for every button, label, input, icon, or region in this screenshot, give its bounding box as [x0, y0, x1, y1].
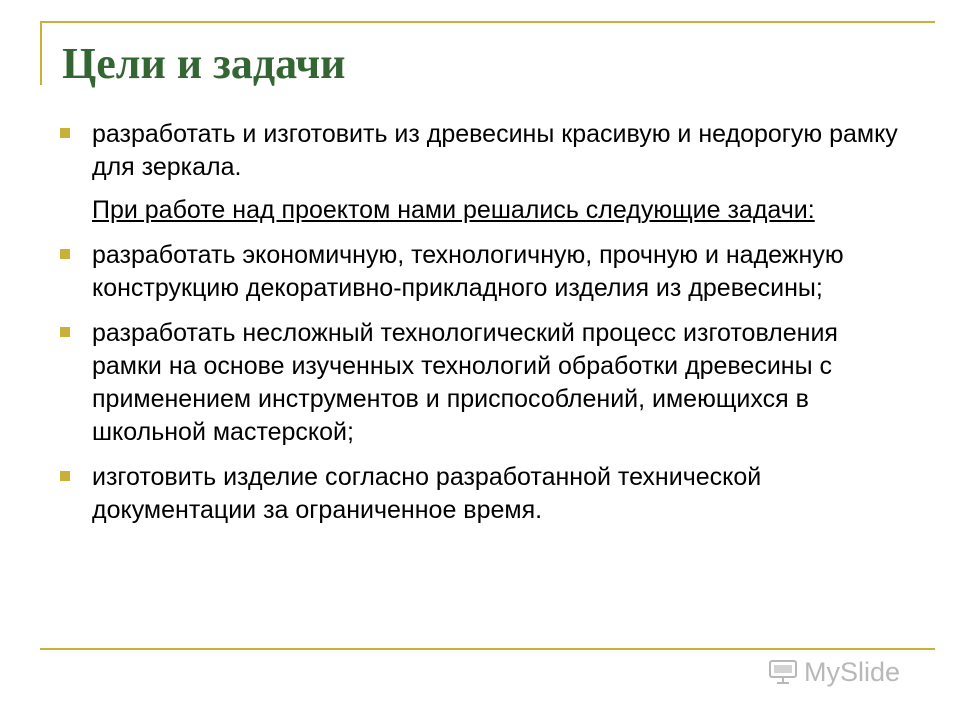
watermark-text: MySlide — [804, 657, 901, 687]
task-item — [60, 239, 910, 305]
task-text: изготовить изделие согласно разработанной технической документации за ограниченное время. — [92, 463, 762, 524]
goal-text: разработать и изготовить из древесины красивую и недорогую рамку для зеркала. — [92, 120, 898, 181]
square-bullet-icon — [60, 327, 70, 337]
task-text: разработать экономичную, технологичную, прочную и надежную конструкцию декоративно-прикладного изделия из древесины; — [92, 241, 844, 302]
goal-item — [60, 118, 910, 184]
tasks-intro-text: При работе над проектом нами решались следующие задачи: — [92, 196, 815, 224]
bottom-divider — [40, 648, 935, 650]
square-bullet-icon — [60, 471, 70, 481]
task-item — [60, 461, 910, 527]
task-text: разработать несложный технологический процесс изготовления рамки на основе изученных технологий обработки древесины с применением инструментов и приспособлений, имеющихся в школьной мастерской; — [92, 319, 838, 446]
square-bullet-icon — [60, 128, 70, 138]
presentation-board-icon — [768, 658, 798, 686]
tasks-intro — [60, 194, 910, 227]
slide-title: Цели и задачи — [62, 39, 346, 88]
left-divider — [40, 21, 42, 85]
top-divider — [40, 21, 935, 23]
task-item — [60, 317, 910, 449]
slide-content — [60, 118, 910, 527]
watermark-logo — [768, 655, 900, 689]
square-bullet-icon — [60, 249, 70, 259]
